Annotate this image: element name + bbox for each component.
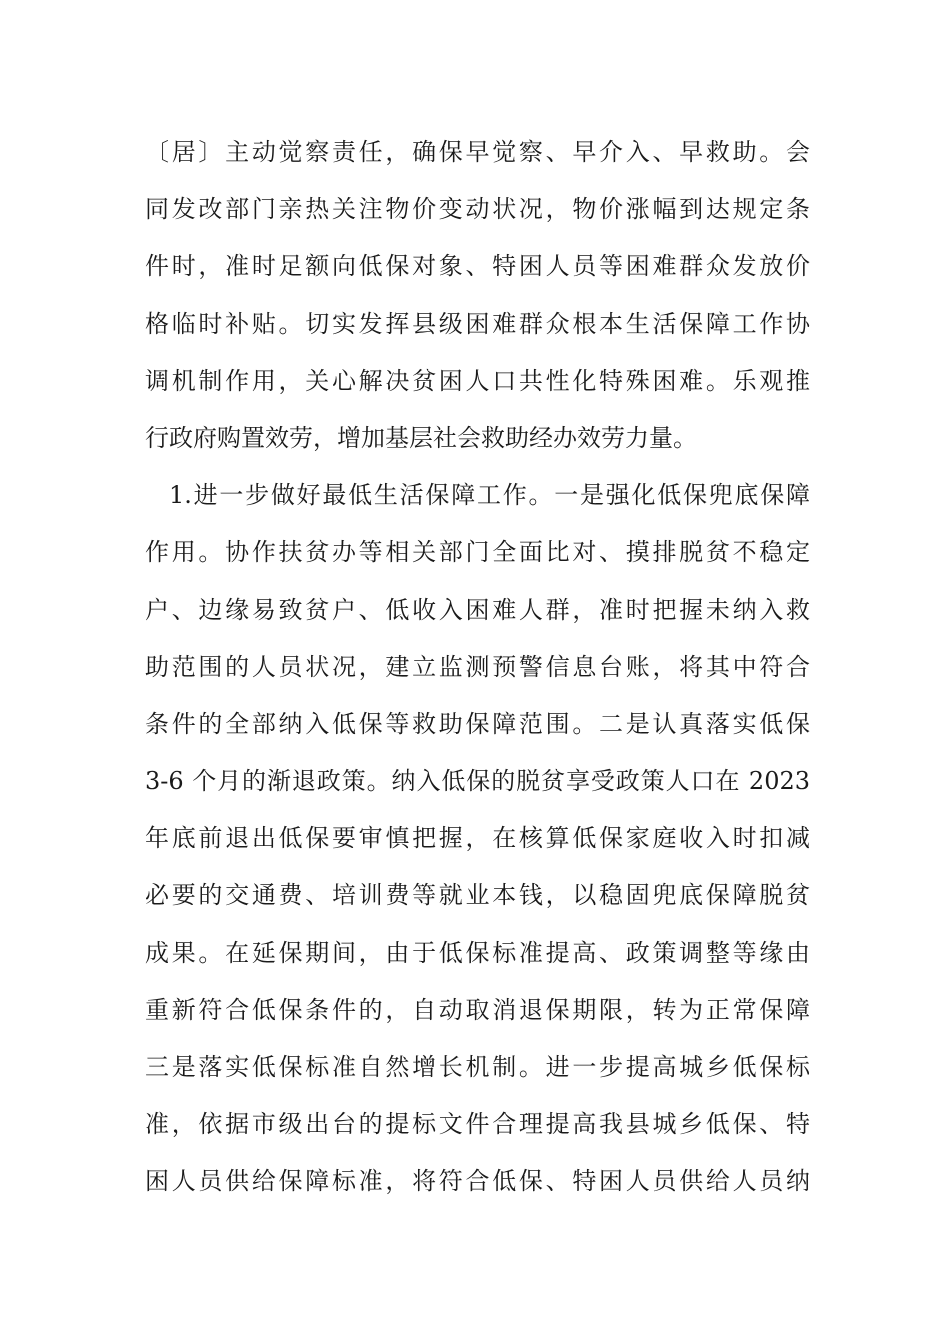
text-line: 条件的全部纳入低保等救助保障范围。二是认真落实低保 (145, 709, 810, 738)
text-line: 同发改部门亲热关注物价变动状况，物价涨幅到达规定条 (145, 195, 810, 224)
text-line: 成果。在延保期间，由于低保标准提高、政策调整等缘由 (145, 938, 810, 967)
text-line: 件时，准时足额向低保对象、特困人员等困难群众发放价 (145, 252, 810, 281)
text-line: 作用。协作扶贫办等相关部门全面比对、摸排脱贫不稳定 (145, 538, 810, 567)
text-line: 〔居〕主动觉察责任，确保早觉察、早介入、早救助。会 (145, 138, 810, 166)
text-line: 困人员供给保障标准，将符合低保、特困人员供给人员纳 (145, 1167, 810, 1196)
text-line: 户、边缘易致贫户、低收入困难人群，准时把握未纳入救 (145, 595, 810, 624)
text-line: 行政府购置效劳，增加基层社会救助经办效劳力量。 (145, 423, 697, 452)
text-line: 格临时补贴。切实发挥县级困难群众根本生活保障工作协 (145, 309, 810, 338)
text-line: 三是落实低保标准自然增长机制。进一步提高城乡低保标 (145, 1053, 810, 1081)
text-line: 助范围的人员状况，建立监测预警信息台账，将其中符合 (145, 652, 810, 681)
text-line: 必要的交通费、培训费等就业本钱，以稳固兜底保障脱贫 (145, 881, 810, 910)
text-line: 重新符合低保条件的，自动取消退保期限，转为正常保障 (145, 995, 810, 1024)
text-line: 调机制作用，关心解决贫困人口共性化特殊困难。乐观推 (145, 366, 810, 395)
text-line: 准，依据市级出台的提标文件合理提高我县城乡低保、特 (145, 1110, 810, 1139)
document-body (145, 128, 810, 1215)
section-heading-line: 1.进一步做好最低生活保障工作。一是强化低保兜底保障 (169, 481, 810, 510)
text-line: 年底前退出低保要审慎把握，在核算低保家庭收入时扣减 (145, 824, 810, 853)
text-line: 3-6 个月的渐退政策。纳入低保的脱贫享受政策人口在 2023 (145, 767, 810, 796)
